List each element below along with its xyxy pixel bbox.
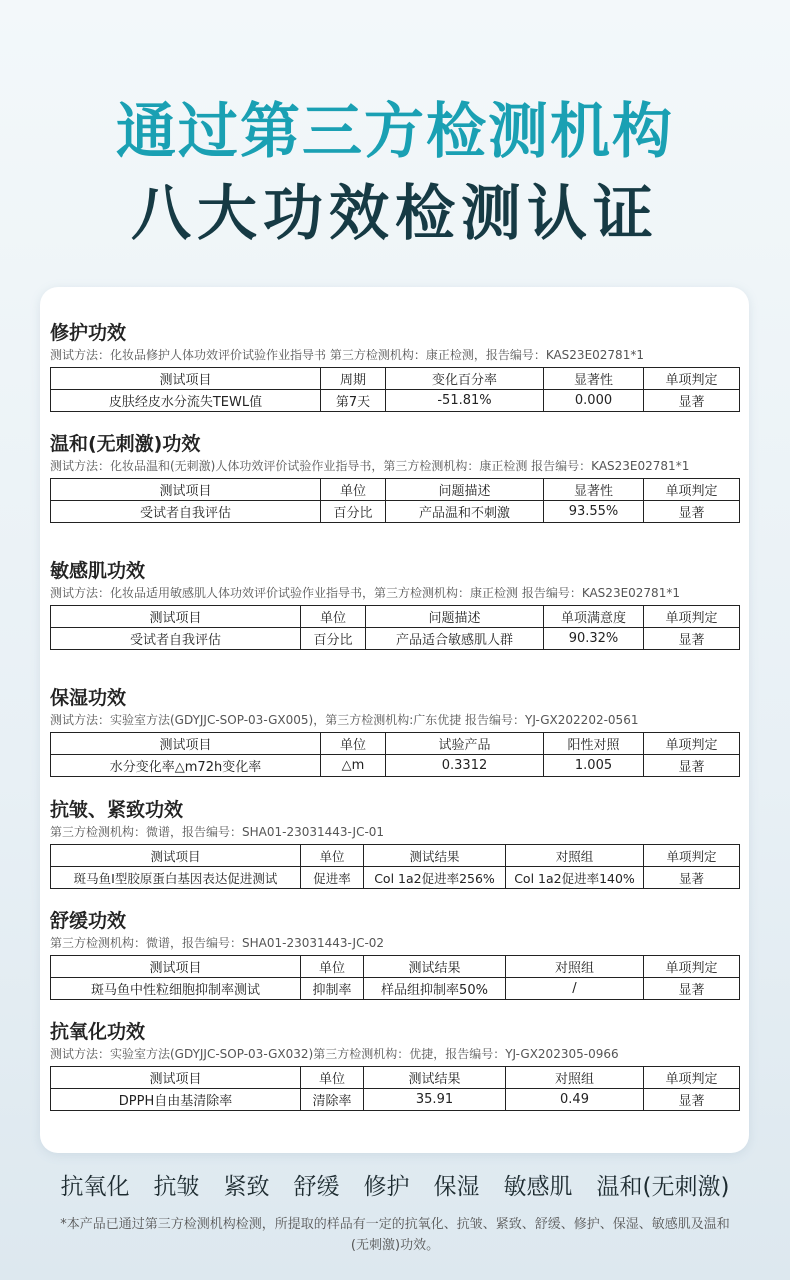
table-header-row [51,606,740,628]
table-header-cell: 单项判定 [644,1067,740,1089]
table-header-cell: 对照组 [506,956,644,978]
badge-repair: 修护 [363,1174,410,1200]
section-title: 敏感肌功效 [50,560,146,582]
badge-gentle: 温和(无刺激) [596,1174,730,1200]
headline-line-1: 通过第三方检测机构 [116,97,674,167]
section-sensitive-skin [50,559,740,650]
section-antioxidant [50,1020,740,1111]
section-repair [50,321,740,412]
table-header-cell: 测试项目 [51,606,301,628]
badge-antioxidant: 抗氧化 [60,1174,130,1200]
table-cell: 显著 [644,390,740,412]
table-header-cell: 测试项目 [51,956,301,978]
table-header-cell: 周期 [321,368,386,390]
table-cell: 显著 [644,755,740,777]
table-cell: 促进率 [301,867,364,889]
table-header-cell: 单项判定 [644,606,740,628]
table-cell: 90.32% [544,628,644,650]
table-cell: 样品组抑制率50% [364,978,506,1000]
table-header-cell: 测试项目 [51,479,321,501]
table-cell: 百分比 [301,628,366,650]
table-header-cell: 单项判定 [644,368,740,390]
table-header-cell: 单项判定 [644,845,740,867]
table-header-cell: 测试结果 [364,845,506,867]
table-cell: 皮肤经皮水分流失TEWL值 [51,390,321,412]
table-cell: / [506,978,644,1000]
table-cell: DPPH自由基清除率 [51,1089,301,1111]
section-title: 保湿功效 [50,687,127,709]
section-description: 测试方法：化妆品适用敏感肌人体功效评价试验作业指导书，第三方检测机构：康正检测 报告编号：KAS23E02781*1 [50,586,680,600]
table-cell: 抑制率 [301,978,364,1000]
table-header-cell: 单位 [301,956,364,978]
table-header-cell: 单位 [301,606,366,628]
table-header-cell: 阳性对照 [544,733,644,755]
table-cell: 产品适合敏感肌人群 [366,628,544,650]
table-header-cell: 测试项目 [51,368,321,390]
table-cell: 斑马鱼I型胶原蛋白基因表达促进测试 [51,867,301,889]
table-header-cell: 问题描述 [386,479,544,501]
table-header-row [51,733,740,755]
table-cell: 35.91 [364,1089,506,1111]
table-cell: Col 1a2促进率256% [364,867,506,889]
section-description: 测试方法：化妆品温和(无刺激)人体功效评价试验作业指导书，第三方检测机构：康正检测 报告编号：KAS23E02781*1 [50,459,690,473]
table-row [51,867,740,889]
table-cell: 0.000 [544,390,644,412]
footnote: *本产品已通过第三方检测机构检测，所提取的样品有一定的抗氧化、抗皱、紧致、舒缓、修护、保湿、敏感肌及温和(无刺激)功效。 [60,1217,730,1253]
badge-sensitive-skin: 敏感肌 [503,1174,573,1200]
table-cell: 0.3312 [386,755,544,777]
table-header-cell: 单项判定 [644,479,740,501]
badge-moisturizing: 保湿 [433,1174,480,1200]
table-header-row [51,956,740,978]
table-header-cell: 对照组 [506,1067,644,1089]
table-cell: 受试者自我评估 [51,501,321,523]
table-row [51,1089,740,1111]
table-cell: 显著 [644,1089,740,1111]
results-table [50,1066,740,1111]
headline-line-2: 八大功效检测认证 [131,179,659,249]
table-cell: Col 1a2促进率140% [506,867,644,889]
table-cell: 第7天 [321,390,386,412]
table-header-cell: 显著性 [544,479,644,501]
section-title: 修护功效 [50,322,127,344]
results-table [50,955,740,1000]
table-row [51,390,740,412]
table-header-cell: 单项判定 [644,733,740,755]
table-cell: 斑马鱼中性粒细胞抑制率测试 [51,978,301,1000]
table-cell: 1.005 [544,755,644,777]
table-cell: -51.81% [386,390,544,412]
table-header-cell: 单位 [301,845,364,867]
table-header-cell: 单项满意度 [544,606,644,628]
table-header-cell: 单位 [321,733,386,755]
table-header-row [51,479,740,501]
table-cell: 显著 [644,628,740,650]
table-header-cell: 对照组 [506,845,644,867]
efficacy-badges [0,1172,790,1202]
table-header-cell: 测试结果 [364,1067,506,1089]
section-description: 测试方法：化妆品修护人体功效评价试验作业指导书 第三方检测机构：康正检测，报告编号：KAS23E02781*1 [50,348,644,362]
table-cell: 百分比 [321,501,386,523]
section-description: 测试方法：实验室方法(GDYJJC-SOP-03-GX005)，第三方检测机构:广东优捷 报告编号：YJ-GX202202-0561 [50,713,639,727]
table-cell: 93.55% [544,501,644,523]
table-header-cell: 单项判定 [644,956,740,978]
table-header-cell: 单位 [321,479,386,501]
table-cell: 显著 [644,501,740,523]
results-table [50,844,740,889]
table-cell: 水分变化率△m72h变化率 [51,755,321,777]
results-table [50,367,740,412]
table-header-cell: 问题描述 [366,606,544,628]
table-row [51,978,740,1000]
section-title: 抗氧化功效 [50,1021,146,1043]
table-header-row [51,845,740,867]
table-row [51,501,740,523]
section-description: 第三方检测机构：微谱，报告编号：SHA01-23031443-JC-01 [50,825,385,839]
section-description: 第三方检测机构：微谱，报告编号：SHA01-23031443-JC-02 [50,936,385,950]
section-gentle [50,432,740,523]
section-title: 抗皱、紧致功效 [50,799,184,821]
table-cell: △m [321,755,386,777]
section-description: 测试方法：实验室方法(GDYJJC-SOP-03-GX032)第三方检测机构：优捷，报告编号：YJ-GX202305-0966 [50,1047,619,1061]
table-cell: 清除率 [301,1089,364,1111]
table-header-cell: 显著性 [544,368,644,390]
section-title: 温和(无刺激)功效 [50,433,201,455]
results-table [50,732,740,777]
badge-soothing: 舒缓 [293,1174,340,1200]
table-header-cell: 变化百分率 [386,368,544,390]
table-header-cell: 测试项目 [51,1067,301,1089]
table-row [51,628,740,650]
section-title: 舒缓功效 [50,910,127,932]
results-table [50,605,740,650]
section-moisturizing [50,686,740,777]
test-results-card [40,287,749,1153]
table-header-cell: 试验产品 [386,733,544,755]
table-header-cell: 测试项目 [51,733,321,755]
results-table [50,478,740,523]
table-cell: 显著 [644,867,740,889]
table-cell: 受试者自我评估 [51,628,301,650]
table-header-cell: 测试结果 [364,956,506,978]
section-soothing [50,909,740,1000]
table-header-row [51,1067,740,1089]
table-header-cell: 单位 [301,1067,364,1089]
table-header-cell: 测试项目 [51,845,301,867]
table-header-row [51,368,740,390]
section-anti-wrinkle-firming [50,798,740,889]
table-cell: 0.49 [506,1089,644,1111]
table-row [51,755,740,777]
table-cell: 显著 [644,978,740,1000]
table-cell: 产品温和不刺激 [386,501,544,523]
badge-firming: 紧致 [223,1174,270,1200]
badge-anti-wrinkle: 抗皱 [153,1174,200,1200]
